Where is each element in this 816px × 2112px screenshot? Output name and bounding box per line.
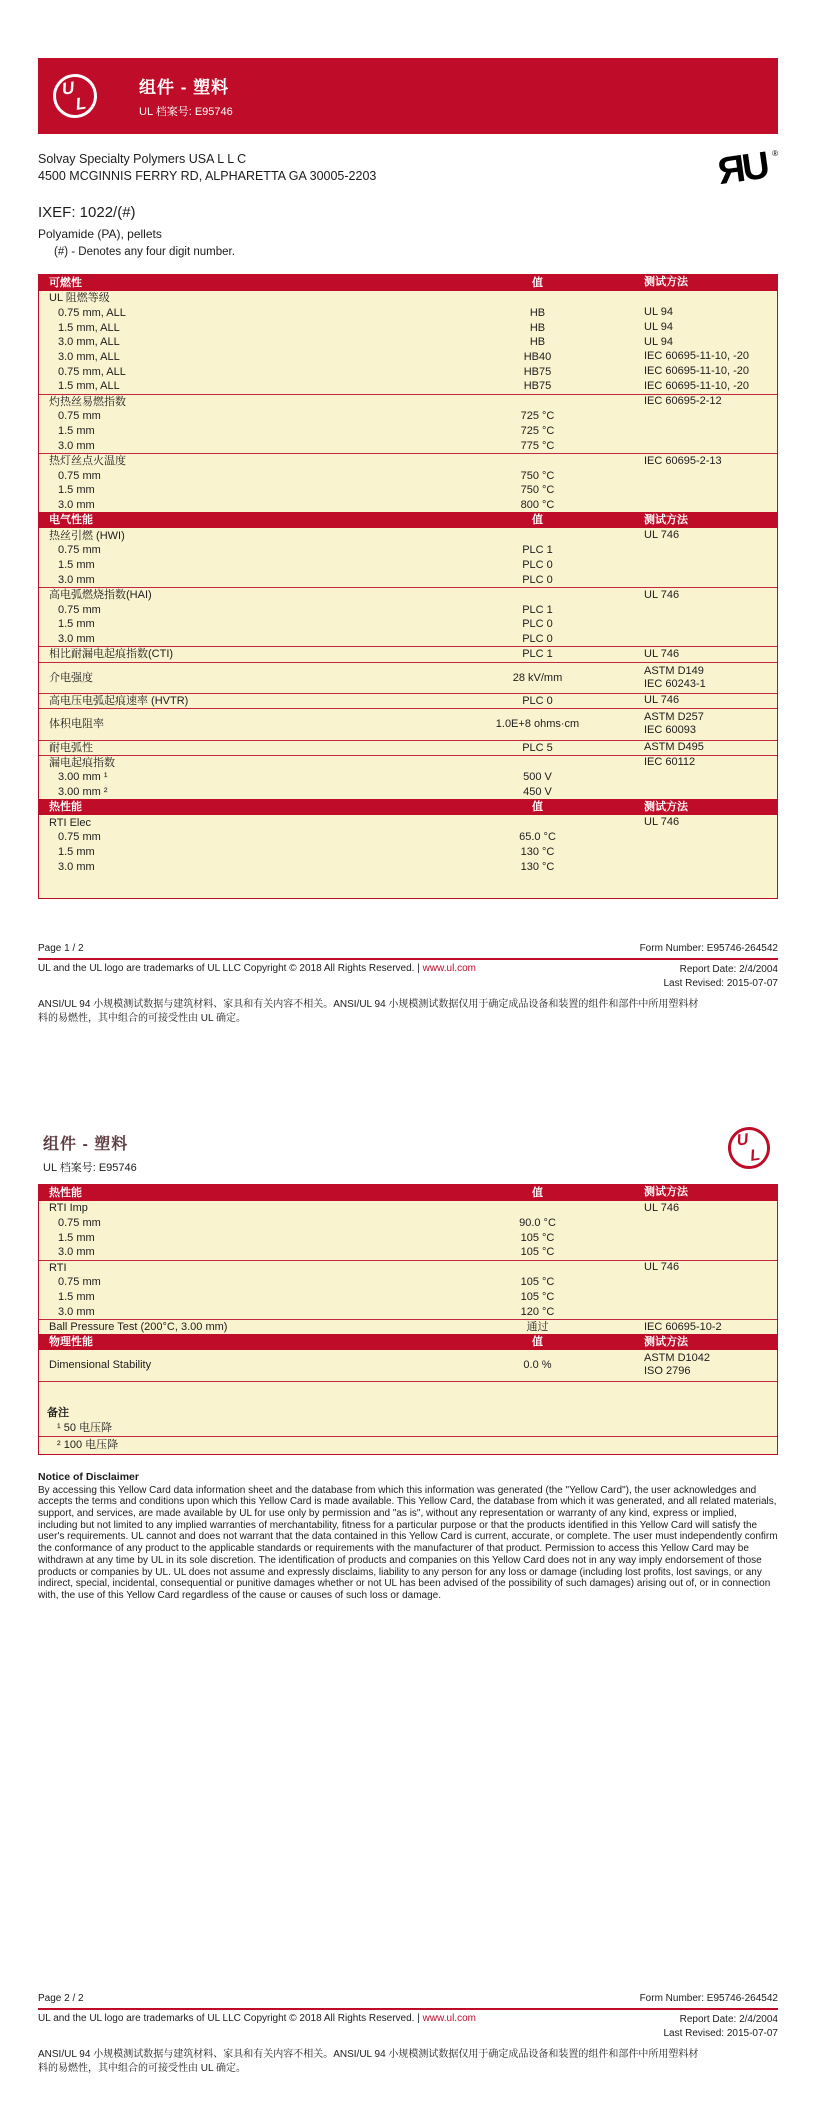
table-row [39,291,777,306]
table-section-header [39,799,777,815]
table-row [39,1216,777,1231]
property-cell: 高电压电弧起痕速率 (HVTR) [49,694,189,707]
value-cell: HB [529,306,546,319]
value-cell: PLC 1 [522,544,553,557]
table-section-header [39,1185,777,1201]
value-cell: 725 °C [520,410,555,423]
table-spacer [39,1381,777,1405]
table-row [39,350,777,365]
property-cell: 1.5 mm [58,1290,95,1303]
property-cell: 0.75 mm, ALL [58,365,126,378]
form-number: Form Number: E95746-264542 [639,943,778,955]
table-row [39,1437,777,1454]
table-row [39,1319,777,1334]
value-cell: PLC 0 [522,573,553,586]
property-cell: 0.75 mm [58,603,101,616]
table-row [39,587,777,602]
ratings-table-page1 [38,274,778,899]
test-method-cell: IEC 60695-11-10, -20 [644,379,749,392]
table-row [39,815,777,830]
table-row [39,335,777,350]
table-row [39,558,777,573]
property-cell: 3.0 mm, ALL [58,350,120,363]
test-method-cell: UL 746 [644,694,680,707]
value-cell: 775 °C [520,439,555,452]
ul-recognized-component-mark-icon: ЯU ® [715,144,778,194]
table-row [39,543,777,558]
value-cell: HB [529,321,546,334]
table-row [39,364,777,379]
property-cell: 耐电弧性 [49,741,93,754]
ul-circle-logo-red-icon: U L [725,1124,772,1171]
ansi-ul94-note: ANSI/UL 94 小规模测试数据与建筑材料、家具和有关内容不相关。ANSI/UL 94 小规模测试数据仅用于确定成品设备和装置的组件和部件中所用塑料材料的易燃性，其中组合的可接受性由 UL 确定。 [38,999,699,1024]
property-cell: Dimensional Stability [49,1359,152,1372]
value-cell: 65.0 °C [519,831,556,844]
table-section-header [39,1334,777,1350]
table-row [39,1230,777,1245]
disclaimer-title: Notice of Disclaimer [38,1470,139,1483]
value-cell: PLC 0 [522,694,553,707]
table-row [39,409,777,424]
value-cell: 800 °C [520,498,555,511]
table-row [39,528,777,543]
test-method-cell: ASTM D257 IEC 60093 [644,711,704,737]
table-row [39,632,777,647]
table-row [39,646,777,661]
property-cell: UL 阻燃等级 [49,292,110,305]
property-cell: RTI Imp [49,1202,88,1215]
property-cell: 0.75 mm [58,469,101,482]
value-cell: PLC 0 [522,632,553,645]
ul-circle-logo-icon [50,71,100,121]
value-cell: 750 °C [520,484,555,497]
property-cell: 介电强度 [49,671,93,684]
property-cell: 0.75 mm [58,831,101,844]
property-cell: Ball Pressure Test (200°C, 3.00 mm) [49,1321,228,1334]
table-row [39,438,777,453]
table-section-header [39,275,777,291]
page2-header [38,1131,778,1175]
page-number: Page 2 / 2 [38,1993,84,2004]
footer-divider [38,958,778,960]
property-cell: 3.0 mm [58,573,95,586]
table-row [39,379,777,394]
property-cell: 1.5 mm [58,558,95,571]
page-1 [0,0,816,1025]
form-number: Form Number: E95746-264542 [639,1993,778,2004]
property-cell: 1.5 mm [58,845,95,858]
property-cell: 3.0 mm [58,632,95,645]
page1-footer [38,943,778,1025]
test-method-cell: UL 746 [644,529,680,542]
property-cell: 3.0 mm [58,498,95,511]
test-method-cell: ASTM D495 [644,741,704,754]
property-cell: 高电弧燃烧指数(HAI) [49,589,152,602]
value-cell: 28 kV/mm [512,671,563,684]
company-block [38,144,778,194]
test-method-cell: IEC 60695-2-13 [644,454,722,467]
value-cell: HB75 [523,380,552,393]
value-cell: 值 [532,276,543,289]
property-cell: 0.75 mm [58,1276,101,1289]
table-row [39,1421,777,1438]
table-row [39,602,777,617]
trademark-note: UL and the UL logo are trademarks of UL LLC Copyright © 2018 All Rights Reserved. | www.ul.com [38,2013,476,2024]
value-cell: HB [529,336,546,349]
document-title-page2: 组件 - 塑料 [43,1136,129,1153]
page1-header-banner [38,58,778,134]
test-method-cell: IEC 60695-11-10, -20 [644,365,749,378]
test-method-cell: UL 94 [644,306,673,319]
property-cell: 相比耐漏电起痕指数(CTI) [49,648,174,661]
table-row [39,394,777,409]
value-cell: 1.0E+8 ohms·cm [495,718,580,731]
table-row [39,1405,777,1421]
value-cell: 725 °C [520,424,555,437]
disclaimer-block [38,1471,778,1602]
ul-file-number-page2: UL 档案号: E95746 [43,1162,137,1174]
test-method-cell: UL 746 [644,816,680,829]
value-cell: 0.0 % [523,1359,552,1372]
value-cell: PLC 0 [522,558,553,571]
last-revised-date: Last Revised: 2015-07-07 [663,978,778,990]
ratings-table-page2 [38,1184,778,1455]
table-row [39,572,777,587]
value-cell: 值 [532,1336,543,1349]
value-cell: 90.0 °C [519,1216,556,1229]
table-row [39,708,777,739]
table-row [39,662,777,693]
value-cell: 105 °C [520,1290,555,1303]
value-cell: HB75 [523,365,552,378]
property-cell: 1.5 mm [58,484,95,497]
test-method-cell: ASTM D149 IEC 60243-1 [644,664,706,690]
disclaimer-text: By accessing this Yellow Card data information sheet and the database from which this information was generated (the "Yellow Card"), the user acknowledges and accepts the terms and conditions upon which this Yellow Card is made available. This Yellow Card, the database from which it was generated, and all related materials, support, and services, are made available by UL for use only by permission and "as is", without any representation or warranty of any kind, express or implied, including but not limited to any implied warranties of merchantability, fitness for a particular purpose or that the products identified in this Yellow Card will satisfy the user's requirements. UL cannot and does not warrant that the data contained in this Yellow Card is current, accurate, or complete. The user must independently confirm the conformance of any product to the applicable standards or requirements with the manufacturer of that product. Permission to access this Yellow Card may be withdrawn at any time by UL in its sole discretion. The identification of products and companies on this Yellow Card does not in any way imply endorsement of those products or companies by UL. UL does not assume and expressly disclaims, liability to any person for any loss or damage (including lost profits, lost savings, or any indirect, special, incidental, consequential or punitive damages whether or not UL has been advised of the possibility of such damages) arising out of, or in connection with, the use of this Yellow Card regardless of the cause or causes of such loss or damage. [38,1484,778,1601]
test-method-cell: UL 746 [644,588,680,601]
product-model: IXEF: 1022/(#) [38,204,136,221]
last-revised-date: Last Revised: 2015-07-07 [663,2028,778,2039]
test-method-cell: UL 94 [644,335,673,348]
property-cell: 灼热丝易燃指数 [49,395,126,408]
property-cell: 0.75 mm, ALL [58,306,126,319]
test-method-cell: 测试方法 [644,513,688,526]
property-cell: 3.0 mm [58,439,95,452]
property-cell: 热灯丝点火温度 [49,455,126,468]
table-row [39,453,777,468]
value-cell: 通过 [526,1321,549,1334]
table-spacer [39,874,777,898]
value-cell: PLC 1 [522,603,553,616]
table-row [39,1304,777,1319]
test-method-cell: UL 746 [644,647,680,660]
property-cell: 3.0 mm [58,1246,95,1259]
value-cell: HB40 [523,350,552,363]
property-cell: 体积电阻率 [49,718,104,731]
property-cell: 物理性能 [49,1336,93,1349]
value-cell: PLC 5 [522,741,553,754]
ul-website-link[interactable]: www.ul.com [422,2013,476,2024]
test-method-cell: UL 94 [644,321,673,334]
property-cell: 1.5 mm [58,424,95,437]
table-row [39,1275,777,1290]
table-row [39,1201,777,1216]
test-method-cell: 测试方法 [644,1186,688,1199]
ul-website-link[interactable]: www.ul.com [422,963,476,975]
table-row [39,617,777,632]
report-dates [663,2013,778,2041]
ul-logo-letter-l: L [74,93,88,114]
test-method-cell: 测试方法 [644,276,688,289]
value-cell: 750 °C [520,469,555,482]
table-row [39,785,777,800]
value-cell: PLC 1 [522,648,553,661]
value-cell: 130 °C [520,860,555,873]
property-cell: 3.0 mm, ALL [58,336,120,349]
value-cell: 450 V [523,785,552,798]
page2-footer [38,1993,778,2075]
value-cell: 值 [532,1186,543,1199]
report-date: Report Date: 2/4/2004 [679,2014,778,2025]
table-row [39,830,777,845]
ansi-ul94-note: ANSI/UL 94 小规模测试数据与建筑材料、家具和有关内容不相关。ANSI/UL 94 小规模测试数据仅用于确定成品设备和装置的组件和部件中所用塑料材料的易燃性，其中组合的可接受性由 UL 确定。 [38,2049,699,2074]
property-cell: 电气性能 [49,514,93,527]
property-cell: 1.5 mm [58,618,95,631]
table-row [39,1260,777,1275]
table-row [39,320,777,335]
value-cell: 120 °C [520,1305,555,1318]
table-row [39,845,777,860]
property-cell: 1.5 mm [58,1231,95,1244]
page-2 [0,1125,816,2112]
value-cell: 值 [532,801,543,814]
table-row [39,1290,777,1305]
property-cell: 0.75 mm [58,410,101,423]
value-cell: 105 °C [520,1276,555,1289]
table-row [39,468,777,483]
footer-divider [38,2008,778,2010]
property-cell: 热丝引燃 (HWI) [49,529,125,542]
property-cell: RTI Elec [49,816,91,829]
property-cell: 0.75 mm [58,544,101,557]
table-row [39,1350,777,1380]
table-row [39,483,777,498]
company-address: 4500 MCGINNIS FERRY RD, ALPHARETTA GA 30005-2203 [38,169,377,183]
test-method-cell: IEC 60695-11-10, -20 [644,350,749,363]
property-cell: 3.0 mm [58,860,95,873]
property-cell: 1.5 mm, ALL [58,380,120,393]
table-row [39,755,777,770]
table-row [39,740,777,755]
report-dates [663,963,778,991]
test-method-cell: 测试方法 [644,1335,688,1348]
test-method-cell: UL 746 [644,1201,680,1214]
trademark-note: UL and the UL logo are trademarks of UL LLC Copyright © 2018 All Rights Reserved. | www.ul.com [38,963,476,975]
property-cell: 0.75 mm [58,1216,101,1229]
document-title: 组件 - 塑料 [139,78,230,97]
banner-text [139,73,233,119]
value-cell: 500 V [523,771,552,784]
value-cell: 105 °C [520,1231,555,1244]
ul-logo-letter-u: U [60,78,76,99]
table-row [39,693,777,708]
property-cell: 3.00 mm ¹ [58,771,108,784]
test-method-cell: ASTM D1042 ISO 2796 [644,1352,711,1378]
property-cell: 3.0 mm [58,1305,95,1318]
test-method-cell: IEC 60695-10-2 [644,1320,722,1333]
page-number: Page 1 / 2 [38,943,84,955]
value-cell: PLC 0 [522,618,553,631]
company-name: Solvay Specialty Polymers USA L L C [38,152,247,166]
registered-trademark-symbol: ® [772,149,778,158]
ul-file-number: UL 档案号: E95746 [139,106,233,118]
property-cell: 热性能 [49,1186,82,1199]
table-row [39,498,777,513]
value-cell: 105 °C [520,1246,555,1259]
test-method-cell: IEC 60112 [644,756,696,769]
test-method-cell: UL 746 [644,1261,680,1274]
table-row [39,1245,777,1260]
table-row [39,306,777,321]
value-cell: 130 °C [520,845,555,858]
test-method-cell: 测试方法 [644,800,688,813]
property-cell: 备注 [47,1406,69,1419]
property-cell: ¹ 50 电压降 [57,1422,113,1435]
product-note: (#) - Denotes any four digit number. [54,246,235,258]
report-date: Report Date: 2/4/2004 [679,964,778,976]
table-row [39,424,777,439]
property-cell: 热性能 [49,801,82,814]
property-cell: ² 100 电压降 [57,1439,119,1452]
property-cell: 3.00 mm ² [58,785,108,798]
table-section-header [39,512,777,528]
property-cell: RTI [49,1261,67,1274]
test-method-cell: IEC 60695-2-12 [644,395,722,408]
property-cell: 可燃性 [49,276,82,289]
product-material-type: Polyamide (PA), pellets [38,227,162,241]
table-row [39,770,777,785]
value-cell: 值 [532,514,543,527]
property-cell: 漏电起痕指数 [49,756,115,769]
table-row [39,859,777,874]
property-cell: 1.5 mm, ALL [58,321,120,334]
product-block [38,204,778,258]
